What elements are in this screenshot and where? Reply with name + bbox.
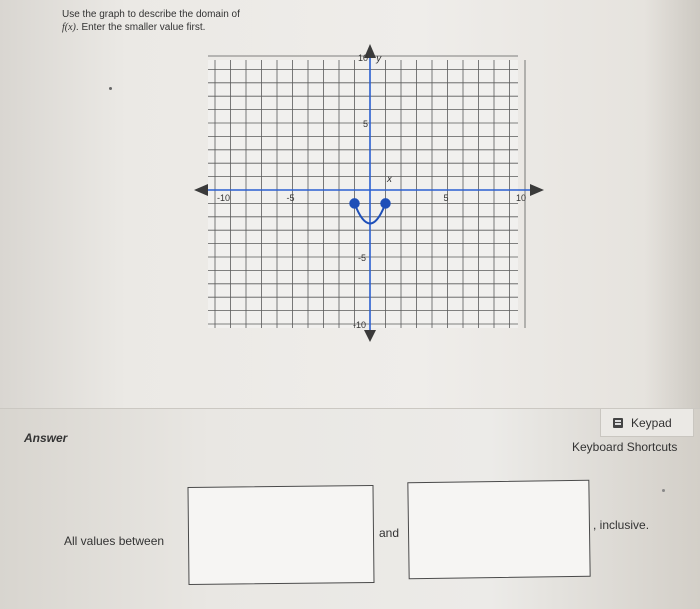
graph-background: [208, 60, 518, 328]
x-tick-label: -5: [286, 193, 295, 203]
y-tick-label: -10: [353, 320, 367, 330]
x-tick-label: 10: [516, 193, 527, 203]
y-axis-label: y: [376, 53, 382, 65]
x-tick-label: -10: [217, 193, 231, 203]
x-axis-left-arrow-icon: [194, 184, 208, 196]
answer-suffix: , inclusive.: [593, 518, 650, 532]
lower-bound-input[interactable]: [187, 485, 374, 585]
x-tick-label: 5: [443, 193, 449, 203]
answer-heading: Answer: [24, 431, 68, 445]
answer-connector: and: [379, 526, 400, 540]
y-tick-label: -5: [358, 253, 367, 263]
y-tick-label: 10: [358, 53, 369, 63]
function-name: f(x): [62, 22, 76, 33]
curve-endpoint: [381, 199, 390, 208]
answer-prefix: All values between: [64, 534, 165, 548]
y-tick-label: 5: [363, 119, 369, 129]
keyboard-shortcuts-link[interactable]: Keyboard Shortcuts: [572, 440, 678, 454]
x-axis-label: x: [387, 174, 393, 185]
stray-dot-2: [662, 489, 665, 492]
curve-endpoint: [350, 199, 359, 208]
x-axis-right-arrow-icon: [530, 184, 544, 196]
upper-bound-input[interactable]: [407, 480, 590, 580]
keypad-button[interactable]: [600, 409, 694, 437]
keypad-label: Keypad: [631, 415, 672, 430]
question-line-1: Use the graph to describe the domain of: [62, 9, 240, 20]
question-line-2-rest: . Enter the smaller value first.: [75, 22, 206, 33]
grid-lines: [208, 56, 525, 328]
y-axis-down-arrow-icon: [364, 330, 376, 342]
keypad-icon: [613, 418, 623, 428]
